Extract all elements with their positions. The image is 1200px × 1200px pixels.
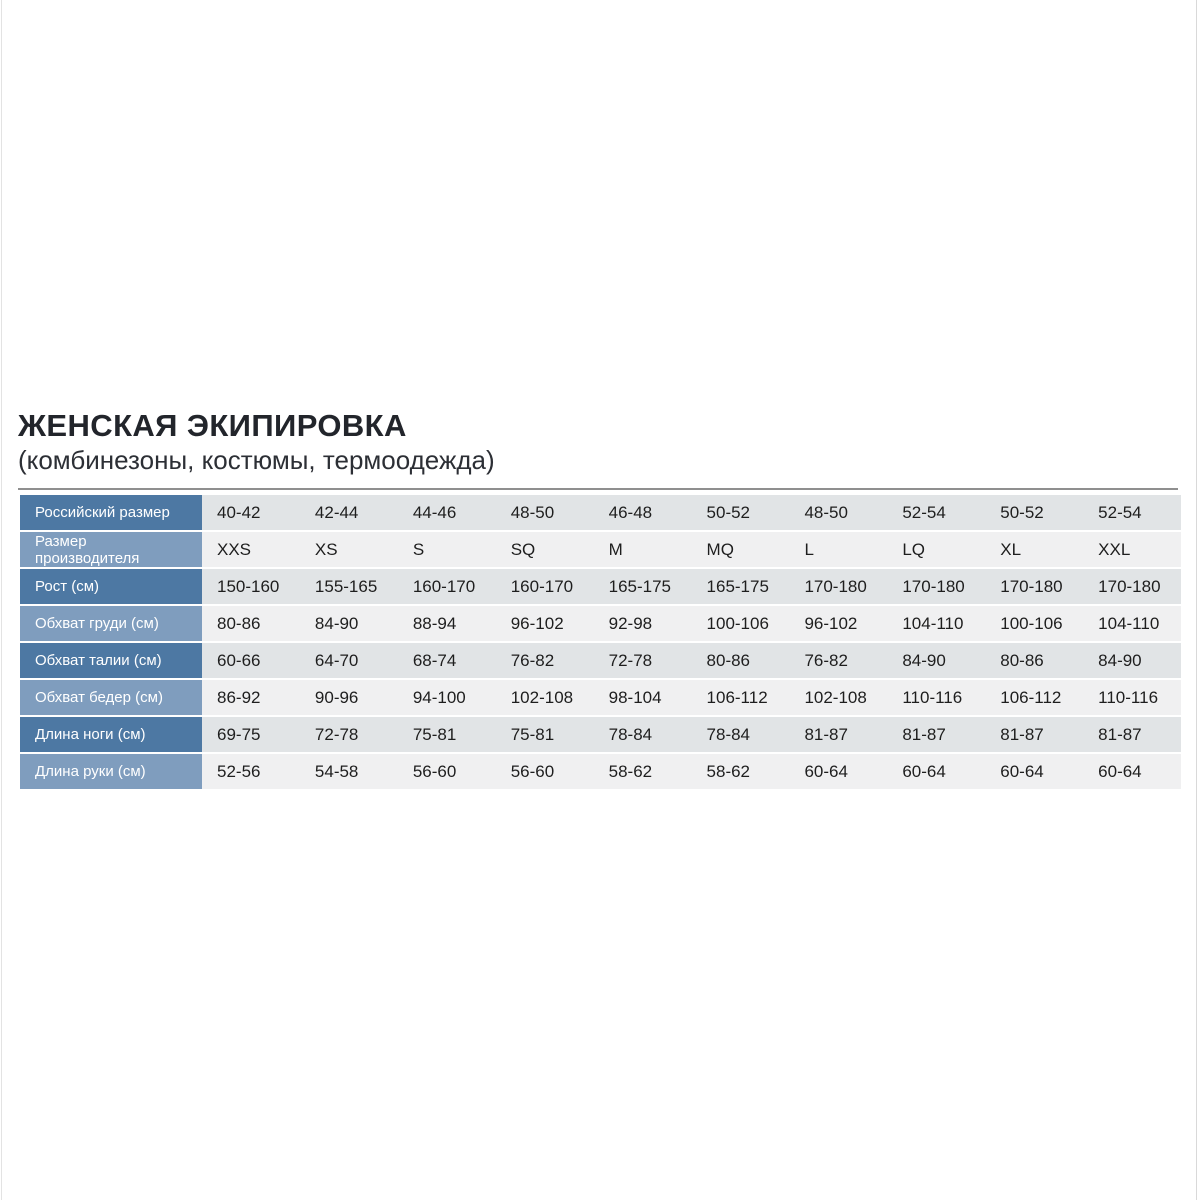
table-cell: 40-42	[217, 502, 261, 522]
table-cell: LQ	[902, 539, 926, 559]
table-cell: 100-106	[1000, 613, 1063, 633]
table-cell: 81-87	[804, 724, 848, 744]
table-cell: 56-60	[510, 761, 555, 781]
table-cell: 81-87	[902, 724, 946, 744]
table-cell: 96-102	[804, 613, 858, 633]
table-cell: 52-54	[902, 502, 946, 522]
table-cell: S	[412, 539, 425, 559]
table-row	[20, 680, 1181, 715]
table-cell: 96-102	[510, 613, 564, 633]
table-cell: 54-58	[314, 761, 359, 781]
table-cell: L	[804, 539, 814, 559]
table-cell: 102-108	[804, 687, 867, 707]
row-header: Обхват бедер (см)	[20, 680, 202, 715]
table-cell: 81-87	[1098, 724, 1142, 744]
table-cell: 150-160	[217, 576, 280, 596]
table-cell: 160-170	[510, 576, 574, 596]
table-cell: 75-81	[412, 724, 457, 744]
table-cell: M	[608, 539, 623, 559]
table-cell: 102-108	[510, 687, 574, 707]
table-cell: 42-44	[314, 502, 359, 522]
window-edge-left	[1, 0, 2, 1200]
table-cell: 48-50	[804, 502, 848, 522]
page-subtitle: (комбинезоны, костюмы, термоодежда)	[18, 445, 495, 475]
table-cell: 48-50	[510, 502, 555, 522]
table-row	[20, 754, 1181, 789]
table-cell: XXL	[1098, 539, 1131, 559]
table-cell: 170-180	[1098, 576, 1161, 596]
table-cell: 104-110	[902, 613, 964, 633]
table-cell: 60-64	[1098, 761, 1142, 781]
table-cell: 170-180	[902, 576, 965, 596]
table-cell: 76-82	[510, 650, 555, 670]
table-cell: 69-75	[217, 724, 261, 744]
table-cell: 84-90	[1098, 650, 1142, 670]
page-title: ЖЕНСКАЯ ЭКИПИРОВКА	[18, 408, 407, 443]
table-row	[20, 643, 1181, 678]
table-cell: 76-82	[804, 650, 848, 670]
divider-line	[18, 488, 1178, 490]
table-cell: XXS	[217, 539, 252, 559]
row-header: Обхват груди (см)	[20, 606, 202, 641]
table-cell: 46-48	[608, 502, 653, 522]
table-row	[20, 532, 1181, 567]
row-header: Рост (см)	[20, 569, 202, 604]
table-cell: 50-52	[706, 502, 751, 522]
table-cell: 60-64	[1000, 761, 1044, 781]
table-cell: 81-87	[1000, 724, 1044, 744]
row-header: Размер производителя	[20, 532, 202, 567]
size-table	[20, 495, 1181, 789]
table-cell: 84-90	[314, 613, 359, 633]
table-cell: 170-180	[1000, 576, 1063, 596]
table-cell: 84-90	[902, 650, 946, 670]
table-cell: 52-56	[217, 761, 261, 781]
table-cell: 94-100	[412, 687, 466, 707]
table-cell: 72-78	[608, 650, 653, 670]
table-cell: XS	[314, 539, 338, 559]
table-cell: 88-94	[412, 613, 457, 633]
row-header: Российский размер	[20, 495, 202, 530]
table-cell: 160-170	[412, 576, 476, 596]
row-values	[202, 717, 1181, 752]
table-cell: 90-96	[314, 687, 359, 707]
row-values	[202, 606, 1181, 641]
table-cell: 86-92	[217, 687, 261, 707]
table-cell: 56-60	[412, 761, 457, 781]
row-values	[202, 569, 1181, 604]
row-values	[202, 680, 1181, 715]
table-cell: 110-116	[902, 687, 963, 707]
table-cell: 80-86	[1000, 650, 1044, 670]
table-cell: 68-74	[412, 650, 457, 670]
table-cell: 52-54	[1098, 502, 1142, 522]
table-cell: 60-64	[804, 761, 848, 781]
table-cell: 106-112	[1000, 687, 1062, 707]
table-cell: 155-165	[314, 576, 378, 596]
table-cell: 165-175	[608, 576, 672, 596]
row-header: Длина руки (см)	[20, 754, 202, 789]
size-chart-section	[18, 408, 1182, 789]
table-cell: 106-112	[706, 687, 768, 707]
table-row	[20, 717, 1181, 752]
table-cell: 98-104	[608, 687, 662, 707]
row-values	[202, 532, 1181, 567]
table-row	[20, 495, 1181, 530]
table-row	[20, 569, 1181, 604]
table-cell: 80-86	[706, 650, 751, 670]
table-cell: 44-46	[412, 502, 457, 522]
table-cell: SQ	[510, 539, 536, 559]
table-row	[20, 606, 1181, 641]
row-header: Обхват талии (см)	[20, 643, 202, 678]
table-cell: 110-116	[1098, 687, 1159, 707]
row-header: Длина ноги (см)	[20, 717, 202, 752]
table-cell: 100-106	[706, 613, 769, 633]
table-cell: 58-62	[608, 761, 653, 781]
table-cell: 50-52	[1000, 502, 1044, 522]
row-values	[202, 643, 1181, 678]
row-values	[202, 754, 1181, 789]
table-cell: 75-81	[510, 724, 555, 744]
row-values	[202, 495, 1181, 530]
table-cell: 170-180	[804, 576, 867, 596]
table-cell: 80-86	[217, 613, 261, 633]
table-cell: 64-70	[314, 650, 359, 670]
table-cell: 60-66	[217, 650, 261, 670]
window-edge-right	[1196, 0, 1197, 1200]
table-cell: 60-64	[902, 761, 946, 781]
table-cell: 72-78	[314, 724, 359, 744]
table-cell: MQ	[706, 539, 734, 559]
table-cell: 58-62	[706, 761, 751, 781]
table-cell: 78-84	[706, 724, 751, 744]
table-cell: 104-110	[1098, 613, 1160, 633]
table-cell: XL	[1000, 539, 1022, 559]
table-cell: 78-84	[608, 724, 653, 744]
table-cell: 165-175	[706, 576, 769, 596]
table-cell: 92-98	[608, 613, 653, 633]
